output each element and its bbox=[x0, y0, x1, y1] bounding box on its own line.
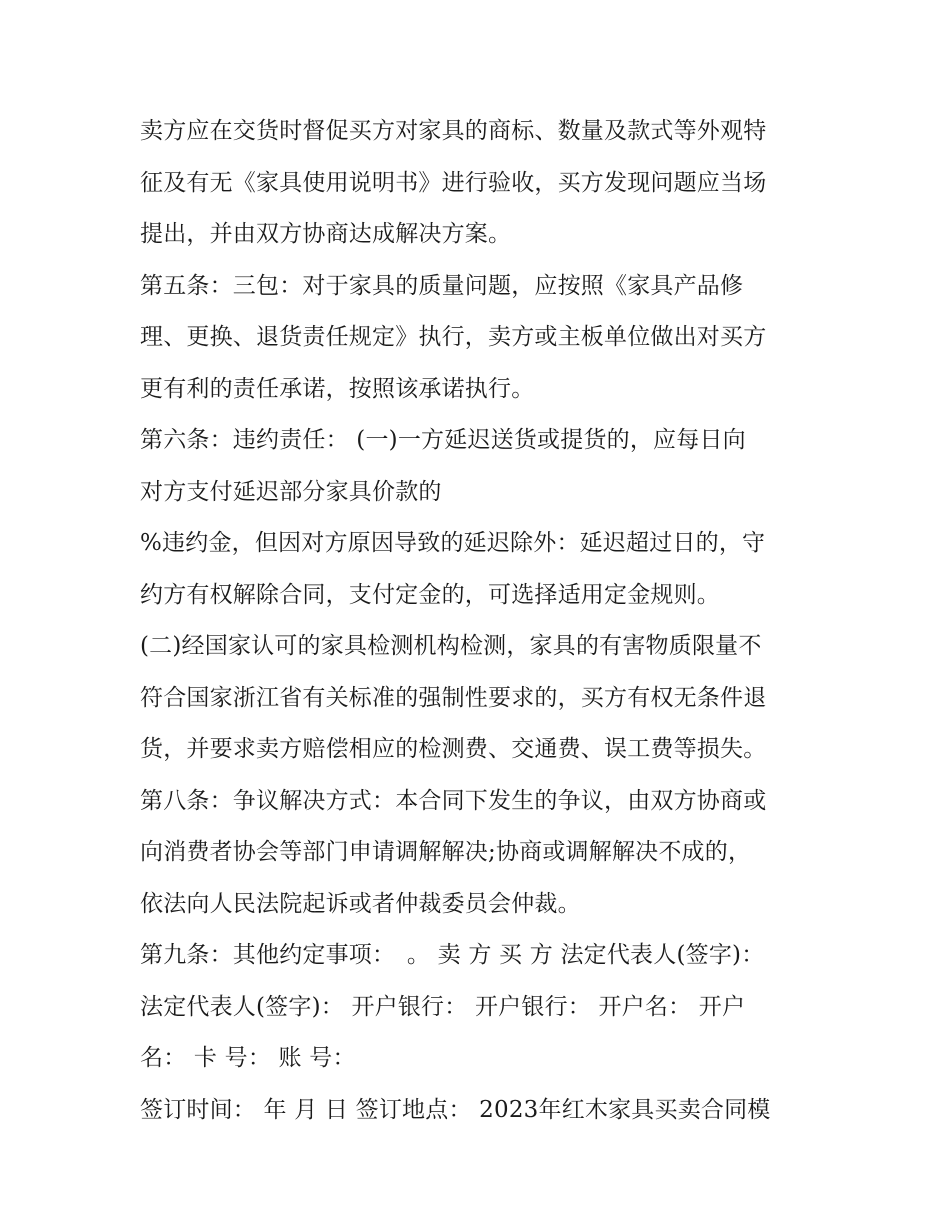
text-line: %违约金，但因对方原因导致的延迟除外：延迟超过日的，守 bbox=[140, 530, 766, 556]
text-line: 名： 卡 号： 账 号： bbox=[140, 1045, 356, 1071]
text-line: 货，并要求卖方赔偿相应的检测费、交通费、误工费等损失。 bbox=[140, 736, 767, 762]
text-line: 向消费者协会等部门申请调解解决;协商或调解解决不成的， bbox=[140, 839, 752, 865]
text-line: 符合国家浙江省有关标准的强制性要求的，买方有权无条件退 bbox=[140, 684, 767, 711]
text-line: 法定代表人(签字)： 开户银行： 开户银行： 开户名： 开户 bbox=[140, 993, 746, 1020]
text-line: 第五条：三包：对于家具的质量问题，应按照《家具产品修 bbox=[140, 272, 744, 299]
text-line: 第九条：其他约定事项： 。 卖 方 买 方 法定代表人(签字)： bbox=[140, 942, 765, 968]
text-line: 对方支付延迟部分家具价款的 bbox=[140, 478, 442, 505]
text-line: 更有利的责任承诺，按照该承诺执行。 bbox=[140, 375, 535, 402]
text-line: 提出，并由双方协商达成解决方案。 bbox=[140, 221, 512, 247]
text-line: 第六条：违约责任： (一)一方延迟送货或提货的，应每日向 bbox=[140, 427, 746, 453]
text-line: 第八条：争议解决方式：本合同下发生的争议，由双方协商或 bbox=[140, 787, 767, 814]
text-line: 卖方应在交货时督促买方对家具的商标、数量及款式等外观特 bbox=[140, 118, 767, 144]
text-line: 征及有无《家具使用说明书》进行验收，买方发现问题应当场 bbox=[140, 169, 767, 196]
text-line: 依法向人民法院起诉或者仲裁委员会仲裁。 bbox=[140, 890, 581, 917]
text-line: (二)经国家认可的家具检测机构检测，家具的有害物质限量不 bbox=[140, 633, 762, 659]
text-line: 签订时间： 年 月 日 签订地点： 2023年红木家具买卖合同模 bbox=[140, 1096, 771, 1123]
contract-text bbox=[140, 106, 820, 1136]
text-line: 约方有权解除合同，支付定金的，可选择适用定金规则。 bbox=[140, 581, 720, 608]
text-line: 理、更换、退货责任规定》执行，卖方或主板单位做出对买方 bbox=[140, 324, 767, 350]
